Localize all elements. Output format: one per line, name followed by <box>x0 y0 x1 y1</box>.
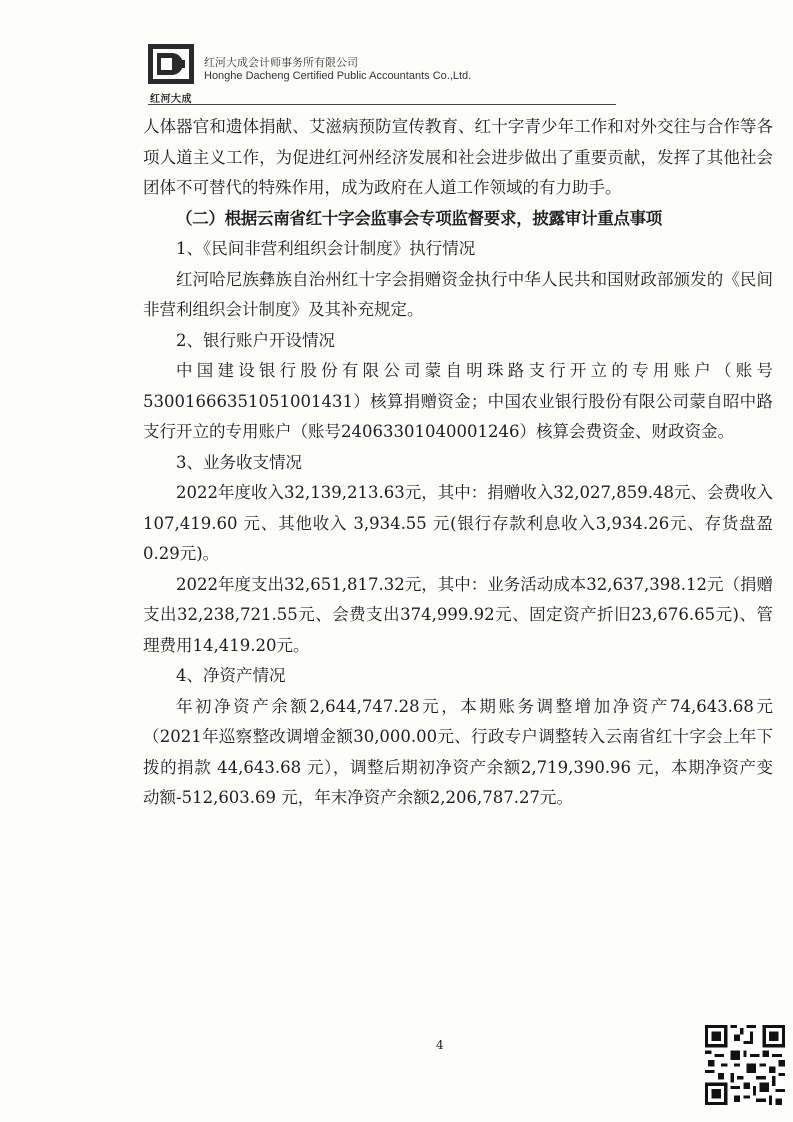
document-body <box>143 112 773 814</box>
intro-paragraph: 人体器官和遗体捐献、艾滋病预防宣传教育、红十字青少年工作和对外交往与合作等各项人道主义工作，为促进红河州经济发展和社会进步做出了重要贡献，发挥了其他社会团体不可替代的特殊作用，成为政府在人道工作领域的有力助手。 <box>143 117 773 197</box>
item-3-expense-paragraph: 2022年度支出32,651,817.32元，其中：业务活动成本32,637,398.12元（捐赠支出32,238,721.55元、会费支出374,999.92元、固定资产折旧23,676.65元)、管理费用14,419.20元。 <box>143 574 773 655</box>
item-3-income-paragraph: 2022年度收入32,139,213.63元，其中：捐赠收入32,027,859.48元、会费收入 107,419.60 元、其他收入 3,934.55 元(银行存款利息收入3,934.26元、存货盘盈0.29元)。 <box>143 483 773 563</box>
item-2-title: 2、银行账户开设情况 <box>176 330 335 350</box>
header-divider <box>148 104 616 105</box>
firm-name-cn: 红河大成会计师事务所有限公司 <box>204 56 358 69</box>
section-heading: （二）根据云南省红十字会监事会专项监督要求，披露审计重点事项 <box>176 208 663 228</box>
item-1-paragraph: 红河哈尼族彝族自治州红十字会捐赠资金执行中华人民共和国财政部颁发的《民间非营利组织会计制度》及其补充规定。 <box>143 269 773 319</box>
firm-logo-icon <box>148 44 194 94</box>
page-number: 4 <box>436 1038 444 1052</box>
item-4-paragraph: 年初净资产余额2,644,747.28元，本期账务调整增加净资产74,643.68元（2021年巡察整改调增金额30,000.00元、行政专户调整转入云南省红十字会上年下拨的捐款 44,643.68 元），调整后期初净资产余额2,719,390.96 元，本期净资产变动额-512,603.69 元，年末净资产余额2,206,787.27元。 <box>143 696 773 807</box>
item-4-title: 4、净资产情况 <box>176 666 286 685</box>
firm-name-en: Honghe Dacheng Certified Public Accountants Co.,Ltd. <box>204 70 472 82</box>
item-1-title: 1、《民间非营利组织会计制度》执行情况 <box>176 239 476 258</box>
item-3-title: 3、业务收支情况 <box>176 452 302 472</box>
logo-text: 红河大成 <box>150 94 192 105</box>
item-2-paragraph: 中国建设银行股份有限公司蒙自明珠路支行开立的专用账户（账号53001666351051001431）核算捐赠资金；中国农业银行股份有限公司蒙自昭中路支行开立的专用账户（账号24063301040001246）核算会费资金、财政资金。 <box>143 361 773 441</box>
qr-code-icon <box>705 1025 785 1105</box>
